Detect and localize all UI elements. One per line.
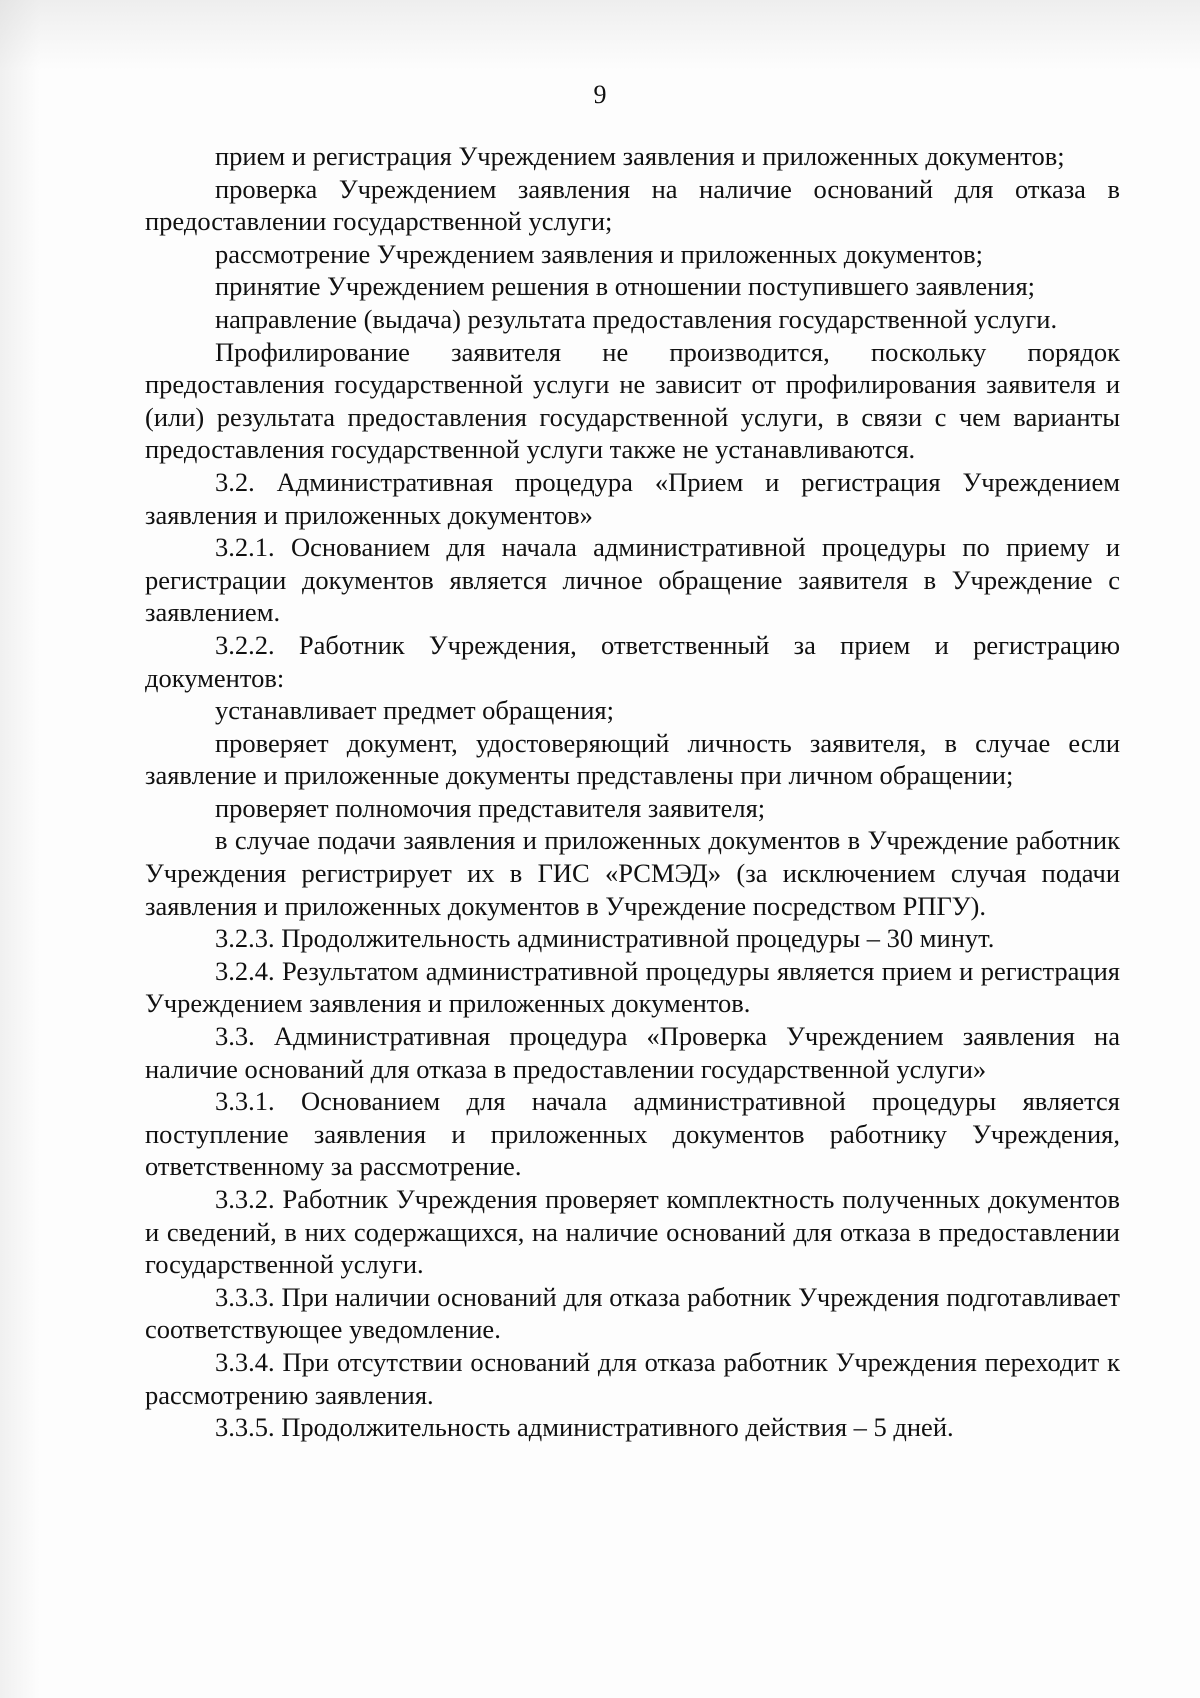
paragraph-3-3-1: 3.3.1. Основанием для начала административной процедуры является поступление заявления и приложенных документов работнику Учреждения, ответственному за рассмотрение. [145,1086,1120,1182]
paragraph-profiling: Профилирование заявителя не производится, поскольку порядок предоставления государственной услуги не зависит от профилирования заявителя и (или) результата предоставления государственной услуги, в связи с чем варианты предоставления государственной услуги также не устанавливаются. [145,336,1120,465]
paragraph-list-item-review: рассмотрение Учреждением заявления и приложенных документов; [215,238,983,269]
paragraph-3-3-5: 3.3.5. Продолжительность административного действия – 5 дней. [215,1412,954,1443]
paragraph-3-2-2-item-registration: в случае подачи заявления и приложенных документов в Учреждение работник Учреждения регистрирует их в ГИС «РСМЭД» (за исключением случая подачи заявления и приложенных документов в Учреждение посредством РПГУ). [145,825,1120,921]
paragraph-3-2-3: 3.2.3. Продолжительность административной процедуры – 30 минут. [215,923,995,954]
paragraph-3-2-2-item-identity: проверяет документ, удостоверяющий личность заявителя, в случае если заявление и приложенные документы представлены при личном обращении; [145,727,1120,791]
paragraph-3-2-2-item-authority: проверяет полномочия представителя заявителя; [215,792,766,823]
paragraph-3-3-3: 3.3.3. При наличии оснований для отказа работник Учреждения подготавливает соответствующее уведомление. [145,1281,1120,1345]
scan-shadow-left [0,0,40,1698]
paragraph-list-item-check: проверка Учреждением заявления на наличие оснований для отказа в предоставлении государственной услуги; [145,173,1120,237]
paragraph-3-3-4: 3.3.4. При отсутствии оснований для отказа работник Учреждения переходит к рассмотрению заявления. [145,1346,1120,1410]
paragraph-3-2-2: 3.2.2. Работник Учреждения, ответственный за прием и регистрацию документов: [145,629,1120,693]
paragraph-list-item-decision: принятие Учреждением решения в отношении поступившего заявления; [215,271,1035,302]
page-number: 9 [593,80,607,109]
paragraph-list-item-reception: прием и регистрация Учреждением заявления и приложенных документов; [215,141,1065,171]
paragraph-list-item-result: направление (выдача) результата предоставления государственной услуги. [215,303,1058,334]
paragraph-3-3-2: 3.3.2. Работник Учреждения проверяет комплектность полученных документов и сведений, в них содержащихся, на наличие оснований для отказа в предоставлении государственной услуги. [145,1184,1120,1280]
document-body [145,140,1120,1444]
section-heading-3-2: 3.2. Административная процедура «Прием и регистрация Учреждением заявления и приложенных документов» [145,466,1120,530]
scan-shadow-top [0,0,1200,70]
section-heading-3-3: 3.3. Административная процедура «Проверка Учреждением заявления на наличие оснований для отказа в предоставлении государственной услуги» [145,1021,1120,1084]
paragraph-3-2-2-item-subject: устанавливает предмет обращения; [215,695,614,726]
paragraph-3-2-1: 3.2.1. Основанием для начала административной процедуры по приему и регистрации документов является личное обращение заявителя в Учреждение с заявлением. [145,532,1120,628]
paragraph-3-2-4: 3.2.4. Результатом административной процедуры является прием и регистрация Учреждением заявления и приложенных документов. [145,955,1120,1019]
